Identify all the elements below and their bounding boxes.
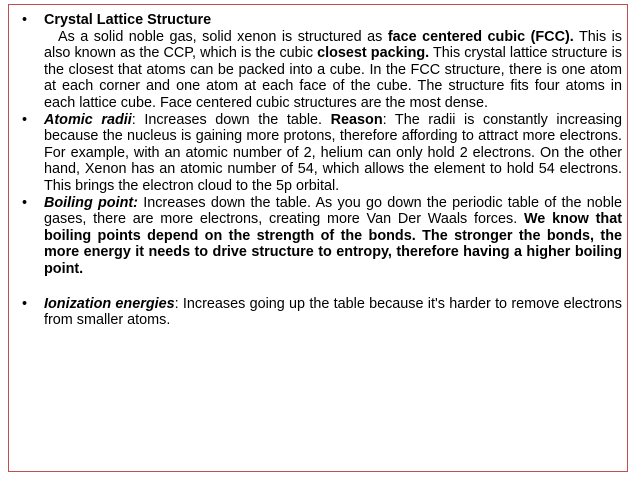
reason-label: Reason [330,111,383,128]
para-text: : The radii is constantly increasing because the nucleus is gaining more protons, therefore affording to attract more electrons. For example, with an atomic number of 2, helium can only hold 2 electrons. On the other hand, Xenon has an atomic number of 54, which allows the element to hold 54 electrons. This brings the electron cloud to the 5p orbital. [44,111,622,194]
atomic-radii-paragraph [44,112,622,195]
ionization-paragraph [44,296,622,329]
para-text: This is also known as the CCP, which is the cubic [44,28,622,62]
para-bold-fcc: face centered cubic (FCC). [387,28,574,45]
slide-content [20,12,622,329]
bullet-boiling-point [20,195,622,278]
term-ionization-energies: Ionization energies [44,295,175,312]
bullet-ionization-energies [20,296,622,329]
bullet-heading: Crystal Lattice Structure [44,12,212,28]
para-bold-statement: We know that boiling points depend on the strength of the bonds. The stronger the bonds, the more energy it needs to drive structure to entropy, therefore having a higher boiling point. [44,211,623,277]
para-text: : Increases going up the table because it's harder to remove electrons from smaller atoms. [44,295,622,329]
para-bold-closest-packing: closest packing. [317,45,430,62]
bullet-atomic-radii [20,112,622,195]
bullet-dot-icon: • [22,12,28,28]
para-text: : Increases down the table. [131,111,331,128]
bullet-dot-icon: • [22,194,28,211]
para-text: As a solid noble gas, solid xenon is structured as [58,28,388,45]
para-text: Increases down the table. As you go down the periodic table of the noble gases, there are more electrons, creating more Van Der Waals forces. [44,194,622,228]
term-atomic-radii: Atomic radii [44,111,132,128]
bullet-crystal-lattice [20,12,622,112]
bullet-dot-icon: • [22,111,28,128]
term-boiling-point: Boiling point: [44,194,138,211]
spacer [20,278,622,296]
para-text: This crystal lattice structure is the closest that atoms can be packed into a cube. In the FCC structure, there is one atom at each corner and one atom at each face of the cube. The structure fits four atoms in each lattice cube. Face centered cubic structures are the most dense. [44,45,622,111]
bullet-dot-icon: • [22,295,28,312]
crystal-lattice-paragraph [44,29,622,112]
boiling-point-paragraph [44,195,622,278]
